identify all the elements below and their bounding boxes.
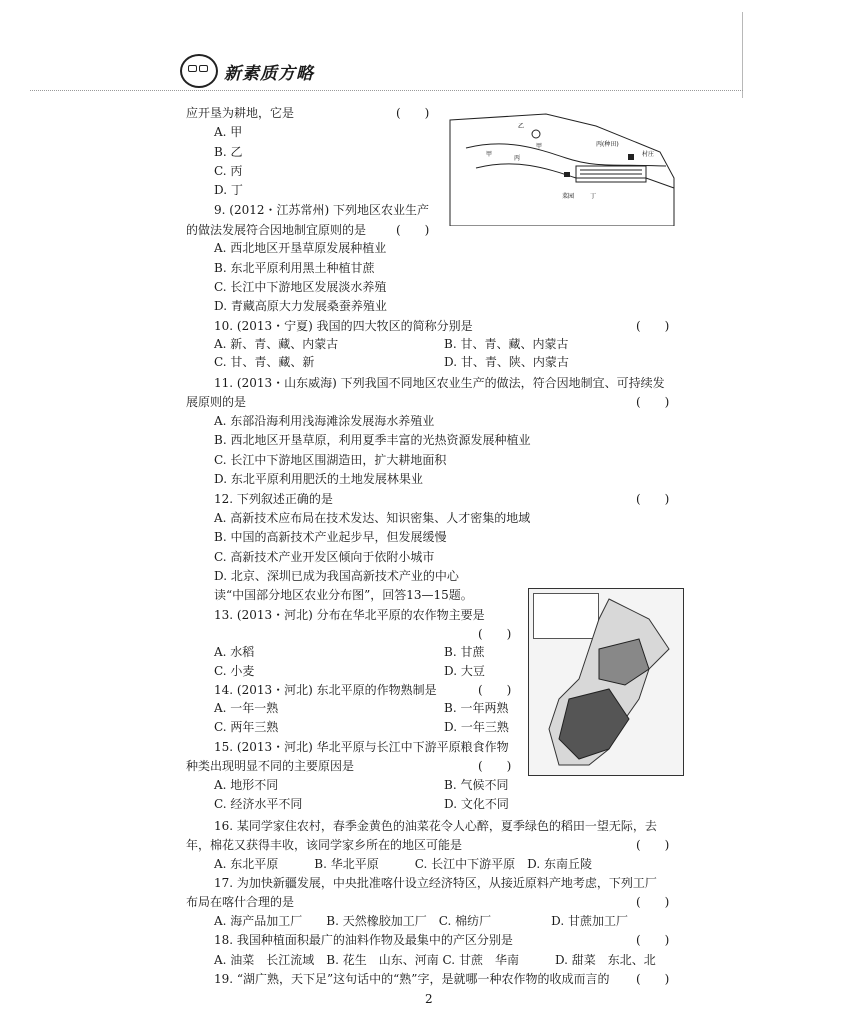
question-line: A. 东部沿海利用浅海滩涂发展海水养殖业 xyxy=(214,414,435,428)
question-line: C. 长江中下游地区围湖造田，扩大耕地面积 xyxy=(214,453,447,467)
question-line: A. 高新技术应布局在技术发达、知识密集、人才密集的地域 xyxy=(214,511,531,525)
question-line: C. 两年三熟 xyxy=(214,720,279,734)
question-line: 17. 为加快新疆发展，中央批准喀什设立经济特区，从接近原料产地考虑，下列工厂 xyxy=(214,876,657,890)
question-line: 读“中国部分地区农业分布图”，回答13—15题。 xyxy=(214,588,473,602)
question-line: 16. 某同学家住农村，春季金黄色的油菜花令人心醉，夏季绿色的稻田一望无际，去 xyxy=(214,819,657,833)
question-line: A. 水稻 xyxy=(214,645,255,659)
option-right: B. 甘、青、藏、内蒙古 xyxy=(444,337,569,351)
answer-bracket: ( ) xyxy=(478,759,512,773)
answer-bracket: ( ) xyxy=(636,395,670,409)
question-line: 14. (2013・河北) 东北平原的作物熟制是 xyxy=(214,683,437,697)
logo-face-icon xyxy=(180,54,218,88)
question-line: A. 海产品加工厂 B. 天然橡胶加工厂 C. 棉纺厂 D. 甘蔗加工厂 xyxy=(214,914,628,928)
village-marker xyxy=(532,130,540,138)
question-line: 布局在喀什合理的是 xyxy=(186,895,295,909)
garden-marker xyxy=(564,172,570,177)
question-line: 年，棉花又获得丰收，该同学家乡所在的地区可能是 xyxy=(186,838,463,852)
answer-bracket: ( ) xyxy=(478,683,512,697)
page-number: 2 xyxy=(425,992,433,1006)
question-line: A. 新、青、藏、内蒙古 xyxy=(214,337,339,351)
diagram-label: 菜园 xyxy=(562,193,575,200)
river xyxy=(466,144,666,166)
question-line: C. 高新技术产业开发区倾向于依附小城市 xyxy=(214,550,435,564)
agriculture-map xyxy=(528,588,684,776)
logo-text: 新素质方略 xyxy=(224,63,314,84)
answer-bracket: ( ) xyxy=(636,895,670,909)
answer-bracket: ( ) xyxy=(396,223,430,237)
question-line: B. 西北地区开垦草原，利用夏季丰富的光热资源发展种植业 xyxy=(214,433,531,447)
question-line: 9. (2012・江苏常州) 下列地区农业生产 xyxy=(214,203,429,217)
option-right: D. 一年三熟 xyxy=(444,720,509,734)
header-logo xyxy=(180,54,314,88)
question-line: D. 青藏高原大力发展桑蚕养殖业 xyxy=(214,299,387,313)
question-line: 的做法发展符合因地制宜原则的是 xyxy=(186,223,367,237)
diagram-label: 乙 xyxy=(518,123,525,130)
question-line: A. 一年一熟 xyxy=(214,701,279,715)
question-line: B. 乙 xyxy=(214,145,243,159)
answer-bracket: ( ) xyxy=(478,627,512,641)
diagram-label: 甲 xyxy=(536,143,543,150)
question-line: C. 甘、青、藏、新 xyxy=(214,355,315,369)
question-line: 展原则的是 xyxy=(186,395,247,409)
question-line: D. 东北平原利用肥沃的土地发展林果业 xyxy=(214,472,423,486)
question-line: A. 西北地区开垦草原发展种植业 xyxy=(214,241,387,255)
header-corner-line xyxy=(742,12,743,98)
answer-bracket: ( ) xyxy=(396,106,430,120)
question-line: C. 小麦 xyxy=(214,664,255,678)
question-line: 18. 我国种植面积最广的油料作物及最集中的产区分别是 xyxy=(214,933,513,947)
question-line: D. 丁 xyxy=(214,183,243,197)
question-line: A. 甲 xyxy=(214,125,243,139)
diagram-label: 丙(种田) xyxy=(596,141,619,148)
question-line: 应开垦为耕地，它是 xyxy=(186,106,295,120)
question-line: B. 中国的高新技术产业起步早，但发展缓慢 xyxy=(214,530,447,544)
question-line: A. 东北平原 B. 华北平原 C. 长江中下游平原 D. 东南丘陵 xyxy=(214,857,592,871)
answer-bracket: ( ) xyxy=(636,838,670,852)
question-line: 13. (2013・河北) 分布在华北平原的农作物主要是 xyxy=(214,608,485,622)
answer-bracket: ( ) xyxy=(636,933,670,947)
question-line: C. 长江中下游地区发展淡水养殖 xyxy=(214,280,387,294)
question-line: A. 油菜 长江流域 B. 花生 山东、河南 C. 甘蔗 华南 D. 甜菜 东北、北 xyxy=(214,953,656,967)
question-line: C. 经济水平不同 xyxy=(214,797,303,811)
question-line: 种类出现明显不同的主要原因是 xyxy=(186,759,355,773)
question-line: B. 东北平原利用黑土种植甘蔗 xyxy=(214,261,375,275)
question-line: 19. “湖广熟，天下足”这句话中的“熟”字，是就哪一种农作物的收成而言的 xyxy=(214,972,610,986)
question-line: 11. (2013・山东威海) 下列我国不同地区农业生产的做法，符合因地制宜、可持续发 xyxy=(214,376,665,390)
question-line: 10. (2013・宁夏) 我国的四大牧区的简称分别是 xyxy=(214,319,473,333)
option-right: D. 文化不同 xyxy=(444,797,509,811)
option-right: D. 大豆 xyxy=(444,664,485,678)
house-marker xyxy=(628,154,634,160)
question-line: D. 北京、深圳已成为我国高新技术产业的中心 xyxy=(214,569,459,583)
question-line: 12. 下列叙述正确的是 xyxy=(214,492,333,506)
option-right: D. 甘、青、陕、内蒙古 xyxy=(444,355,569,369)
header-divider xyxy=(30,90,743,91)
diagram-label: 村庄 xyxy=(642,151,655,158)
terrain-diagram xyxy=(446,108,676,226)
slope xyxy=(476,164,674,188)
answer-bracket: ( ) xyxy=(636,972,670,986)
question-line: A. 地形不同 xyxy=(214,778,279,792)
option-right: B. 气候不同 xyxy=(444,778,509,792)
option-right: B. 甘蔗 xyxy=(444,645,485,659)
question-line: C. 丙 xyxy=(214,164,243,178)
diagram-label: 甲 xyxy=(486,151,493,158)
diagram-label: 丙 xyxy=(514,155,521,162)
diagram-label: 丁 xyxy=(590,193,597,200)
map-shapes xyxy=(529,589,683,775)
answer-bracket: ( ) xyxy=(636,319,670,333)
question-line: 15. (2013・河北) 华北平原与长江中下游平原粮食作物 xyxy=(214,740,509,754)
field-hatch xyxy=(580,170,642,178)
answer-bracket: ( ) xyxy=(636,492,670,506)
option-right: B. 一年两熟 xyxy=(444,701,509,715)
